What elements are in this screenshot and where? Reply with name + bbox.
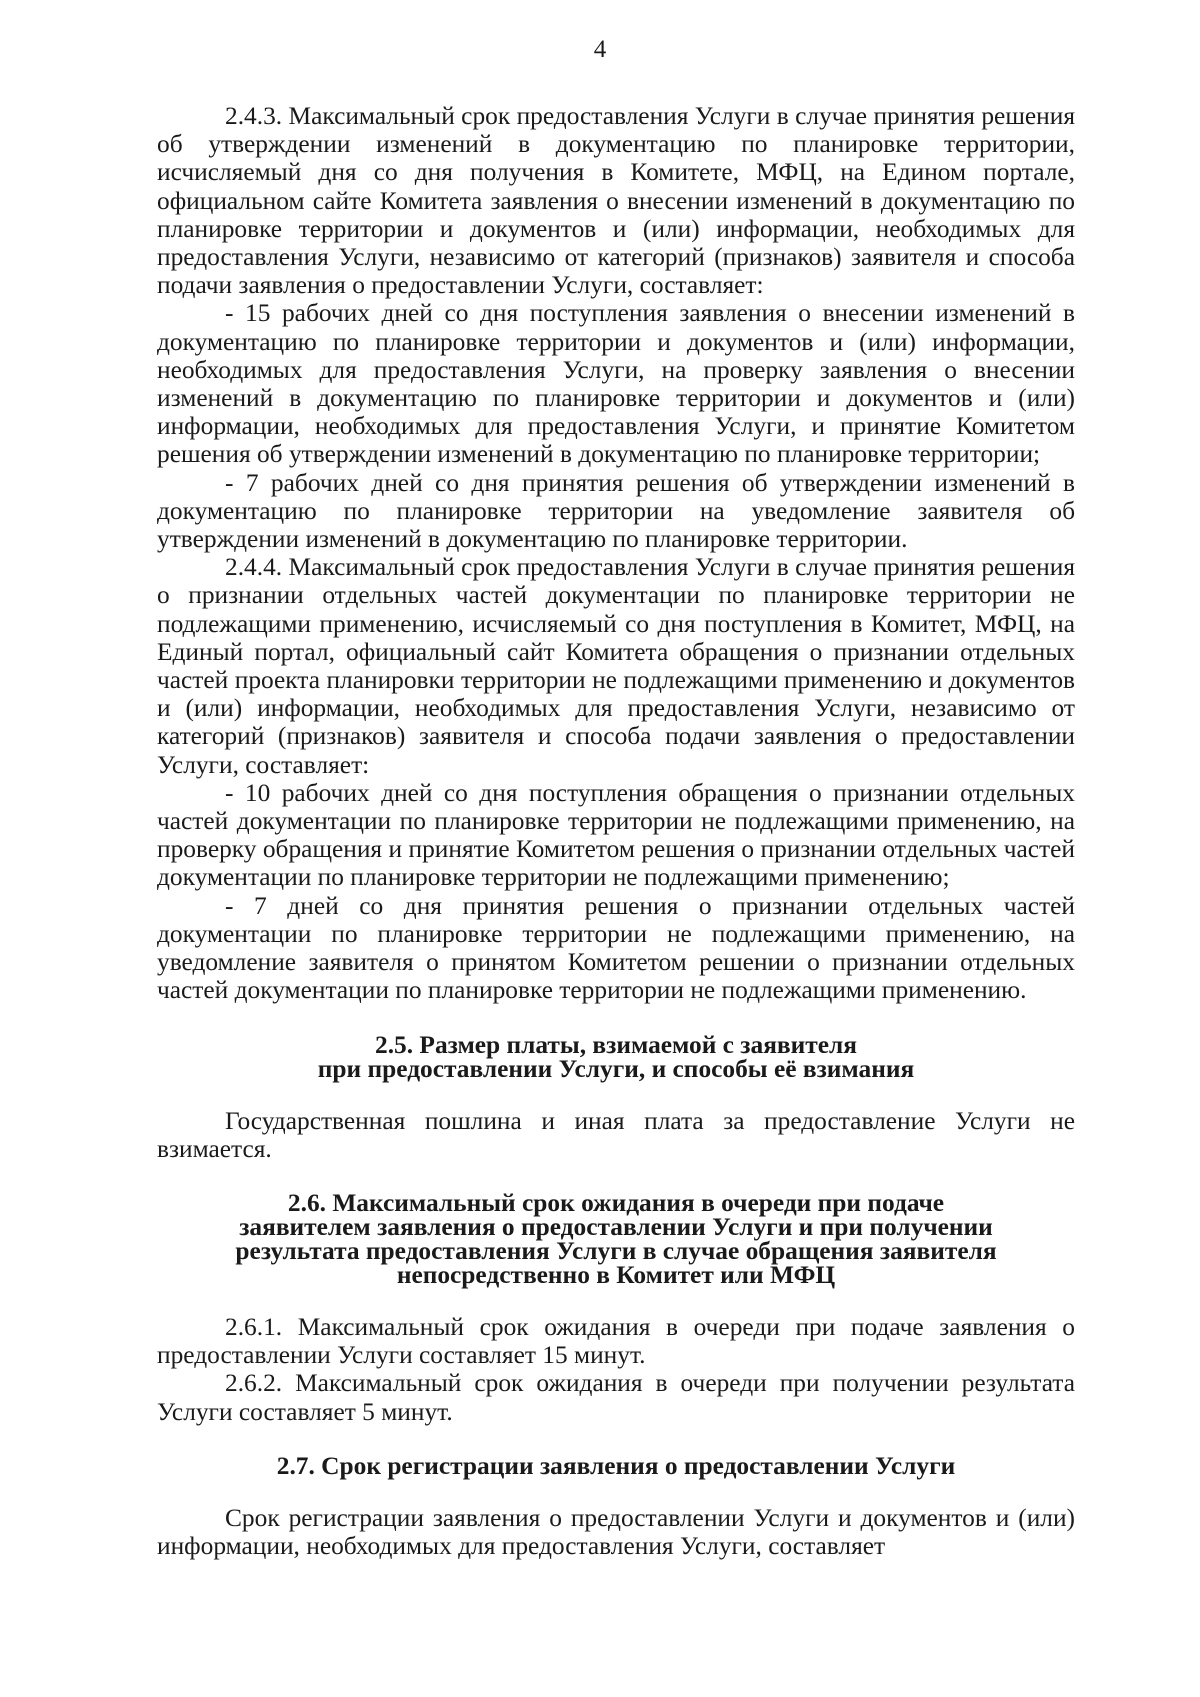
list-item-10-days: - 10 рабочих дней со дня поступления обращения о признании отдельных частей документации по планировке территории не подлежащими применению, на проверку обращения и принятие Комитетом решения о признании отдельных частей документации по планировке территории не подлежащими применению; xyxy=(157,778,1075,892)
page-number: 4 xyxy=(593,36,607,63)
heading-line: результата предоставления Услуги в случае обращения заявителя xyxy=(235,1236,997,1265)
list-item-15-days: - 15 рабочих дней со дня поступления заявления о внесении изменений в документацию по планировке территории и документов и (или) информации, необходимых для предоставления Услуги, на проверку заявления о внесении изменений в документацию по планировке территории и документов и (или) информации, необходимых для предоставления Услуги, и принятие Комитетом решения об утверждении изменений в документацию по планировке территории; xyxy=(157,299,1075,469)
paragraph-2-4-3: 2.4.3. Максимальный срок предоставления Услуги в случае принятия решения об утверждении изменений в документацию по планировке территории, исчисляемый дня со дня получения в Комитете, МФЦ, на Едином портале, официальном сайте Комитета заявления о внесении изменений в документацию по планировке территории и документов и (или) информации, необходимых для предоставления Услуги, независимо от категорий (признаков) заявителя и способа подачи заявления о предоставлении Услуги, составляет: xyxy=(157,102,1075,300)
section-heading-2-5 xyxy=(157,1030,1075,1083)
section-heading-2-7 xyxy=(157,1451,1075,1480)
heading-line: 2.7. Срок регистрации заявления о предоставлении Услуги xyxy=(276,1451,956,1480)
heading-line: 2.5. Размер платы, взимаемой с заявителя xyxy=(375,1030,857,1059)
heading-line: при предоставлении Услуги, и способы её взимания xyxy=(317,1054,915,1083)
heading-line: заявителем заявления о предоставлении Услуги и при получении xyxy=(239,1212,993,1241)
paragraph-2-6-1: 2.6.1. Максимальный срок ожидания в очереди при подаче заявления о предоставлении Услуги составляет 15 минут. xyxy=(157,1312,1075,1370)
document-body xyxy=(157,102,1075,1560)
list-item-7-days: - 7 дней со дня принятия решения о признании отдельных частей документации по планировке территории не подлежащими применению, на уведомление заявителя о принятом Комитетом решении о признании отдельных частей документации по планировке территории не подлежащими применению. xyxy=(157,891,1075,1005)
paragraph-2-4-4: 2.4.4. Максимальный срок предоставления Услуги в случае принятия решения о признании отдельных частей документации по планировке территории не подлежащими применению, исчисляемый со дня поступления в Комитет, МФЦ, на Единый портал, официальный сайт Комитета обращения о признании отдельных частей проекта планировки территории не подлежащими применению и документов и (или) информации, необходимых для предоставления Услуги, независимо от категорий (признаков) заявителя и способа подачи заявления о предоставлении Услуги, составляет: xyxy=(157,553,1075,779)
list-item-7-working-days: - 7 рабочих дней со дня принятия решения об утверждении изменений в документацию по планировке территории на уведомление заявителя об утверждении изменений в документацию по планировке территории. xyxy=(157,468,1075,554)
paragraph-registration: Срок регистрации заявления о предоставлении Услуги и документов и (или) информации, необходимых для предоставления Услуги, составляет xyxy=(157,1503,1075,1560)
heading-line: 2.6. Максимальный срок ожидания в очереди при подаче xyxy=(287,1188,945,1217)
section-heading-2-6 xyxy=(157,1188,1075,1289)
paragraph-2-6-2: 2.6.2. Максимальный срок ожидания в очереди при получении результата Услуги составляет 5 минут. xyxy=(157,1369,1075,1426)
paragraph-fee: Государственная пошлина и иная плата за предоставление Услуги не взимается. xyxy=(157,1106,1075,1163)
heading-line: непосредственно в Комитет или МФЦ xyxy=(396,1260,836,1289)
